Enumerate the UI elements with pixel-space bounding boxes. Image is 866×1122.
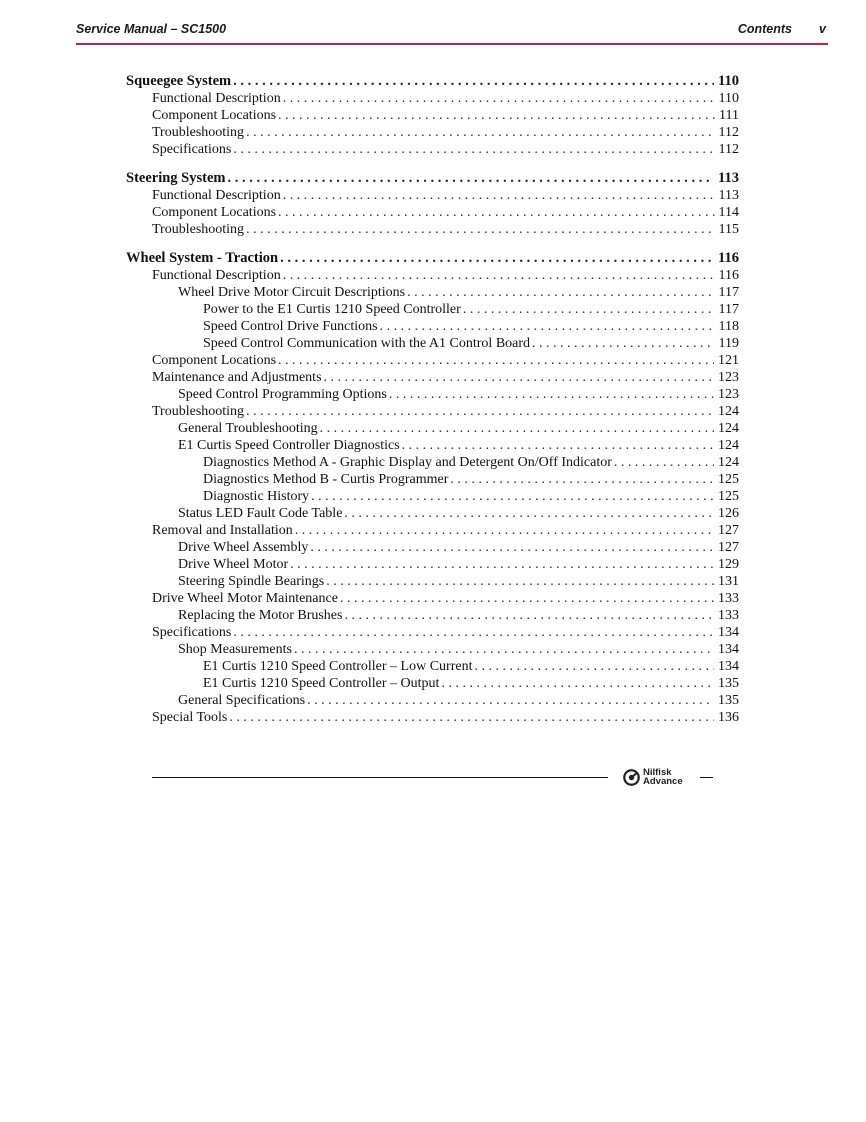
toc-dot-leader [233, 624, 714, 641]
toc-entry[interactable] [126, 318, 739, 335]
toc-dot-leader [402, 437, 714, 454]
toc-dot-leader [311, 488, 714, 505]
toc-entry-title: Specifications [152, 142, 232, 157]
toc-entry[interactable] [126, 301, 739, 318]
toc-entry-page: 110 [718, 91, 739, 106]
toc-entry[interactable] [126, 556, 739, 573]
toc-dot-leader [450, 471, 714, 488]
toc-entry-title: E1 Curtis 1210 Speed Controller – Output [203, 676, 440, 691]
toc-entry[interactable] [126, 454, 739, 471]
toc-entry[interactable] [126, 403, 739, 420]
toc-dot-leader [278, 204, 714, 221]
toc-entry[interactable] [126, 335, 739, 352]
toc-entry[interactable] [126, 522, 739, 539]
toc-entry-title: Diagnostic History [203, 489, 310, 504]
toc-entry-page: 116 [718, 268, 739, 283]
toc-entry-page: 131 [718, 574, 739, 589]
toc-entry-page: 135 [718, 693, 739, 708]
toc-entry-page: 133 [718, 608, 739, 623]
toc-entry-page: 124 [718, 455, 739, 470]
toc-entry-page: 134 [718, 625, 739, 640]
toc-entry-title: Drive Wheel Assembly [178, 540, 309, 555]
toc-entry-page: 134 [718, 659, 739, 674]
toc-dot-leader [320, 420, 714, 437]
toc-entry[interactable] [126, 420, 739, 437]
toc-entry-title: Diagnostics Method B - Curtis Programmer [203, 472, 449, 487]
toc-entry-title: E1 Curtis 1210 Speed Controller – Low Current [203, 659, 473, 674]
manual-title: Service Manual – SC1500 [76, 22, 227, 36]
toc-entry-page: 112 [718, 125, 739, 140]
toc-entry-page: 124 [718, 404, 739, 419]
table-of-contents [126, 73, 739, 726]
toc-dot-leader [295, 522, 714, 539]
toc-section-entry[interactable] [126, 250, 739, 267]
toc-dot-leader [307, 692, 714, 709]
logo-mark-icon [623, 769, 640, 786]
toc-entry-page: 127 [718, 540, 739, 555]
page-number: v [819, 22, 826, 36]
toc-dot-leader [389, 386, 714, 403]
toc-dot-leader [294, 641, 714, 658]
footer-rule [152, 777, 608, 778]
toc-entry-title: Special Tools [152, 710, 228, 725]
toc-entry-title: Maintenance and Adjustments [152, 370, 322, 385]
toc-entry-title: Component Locations [152, 205, 277, 220]
toc-entry-title: Speed Control Drive Functions [203, 319, 378, 334]
section-title: Contents [737, 22, 792, 36]
toc-entry-title: Troubleshooting [152, 222, 245, 237]
toc-entry-title: Speed Control Communication with the A1 Control Board [203, 336, 531, 351]
toc-dot-leader [283, 267, 715, 284]
toc-dot-leader [246, 403, 714, 420]
toc-entry-title: General Troubleshooting [178, 421, 318, 436]
toc-entry[interactable] [126, 204, 739, 221]
nilfisk-advance-logo [623, 767, 693, 789]
toc-entry[interactable] [126, 675, 739, 692]
toc-entry[interactable] [126, 90, 739, 107]
toc-dot-leader [246, 221, 714, 238]
toc-dot-leader [310, 539, 714, 556]
toc-entry-page: 119 [718, 336, 739, 351]
toc-entry[interactable] [126, 369, 739, 386]
toc-entry-page: 121 [718, 353, 739, 368]
toc-section-entry[interactable] [126, 170, 739, 187]
toc-entry-title: Component Locations [152, 108, 277, 123]
toc-entry-title: Functional Description [152, 268, 281, 283]
toc-entry-title: Status LED Fault Code Table [178, 506, 343, 521]
toc-section-entry[interactable] [126, 73, 739, 90]
toc-entry-page: 127 [718, 523, 739, 538]
toc-entry[interactable] [126, 709, 739, 726]
toc-entry-page: 115 [718, 222, 739, 237]
toc-dot-leader [324, 369, 714, 386]
toc-entry[interactable] [126, 488, 739, 505]
toc-dot-leader [290, 556, 714, 573]
toc-entry[interactable] [126, 187, 739, 204]
toc-entry-page: 133 [718, 591, 739, 606]
toc-entry[interactable] [126, 221, 739, 238]
toc-entry-page: 123 [718, 370, 739, 385]
toc-entry-title: Troubleshooting [152, 125, 245, 140]
toc-entry-title: Wheel System - Traction [126, 250, 279, 266]
toc-dot-leader [283, 187, 715, 204]
toc-entry-title: Steering Spindle Bearings [178, 574, 325, 589]
toc-entry[interactable] [126, 505, 739, 522]
toc-entry-page: 134 [718, 642, 739, 657]
toc-entry-page: 129 [718, 557, 739, 572]
toc-entry-page: 116 [718, 250, 739, 266]
toc-dot-leader [532, 335, 714, 352]
toc-entry-page: 111 [719, 108, 739, 123]
toc-entry[interactable] [126, 471, 739, 488]
toc-dot-leader [380, 318, 715, 335]
toc-entry-title: Drive Wheel Motor [178, 557, 289, 572]
toc-entry-title: Functional Description [152, 91, 281, 106]
toc-dot-leader [278, 107, 715, 124]
logo-line-1: Nilfisk [643, 767, 672, 778]
toc-dot-leader [614, 454, 714, 471]
toc-entry-title: Replacing the Motor Brushes [178, 608, 343, 623]
toc-entry[interactable] [126, 352, 739, 369]
toc-entry[interactable] [126, 107, 739, 124]
toc-entry[interactable] [126, 692, 739, 709]
toc-entry[interactable] [126, 641, 739, 658]
toc-entry-title: General Specifications [178, 693, 306, 708]
header-rule [76, 43, 828, 45]
toc-entry-page: 117 [718, 285, 739, 300]
toc-entry-title: Squeegee System [126, 73, 232, 89]
toc-entry-title: Specifications [152, 625, 232, 640]
toc-entry-title: Component Locations [152, 353, 277, 368]
toc-dot-leader [233, 141, 714, 158]
toc-dot-leader [283, 90, 715, 107]
toc-dot-leader [407, 284, 714, 301]
page-header [76, 22, 828, 40]
toc-entry[interactable] [126, 437, 739, 454]
toc-entry-title: E1 Curtis Speed Controller Diagnostics [178, 438, 400, 453]
toc-entry-page: 123 [718, 387, 739, 402]
toc-entry-page: 126 [718, 506, 739, 521]
toc-dot-leader [441, 675, 714, 692]
toc-entry-title: Wheel Drive Motor Circuit Descriptions [178, 285, 406, 300]
toc-entry[interactable] [126, 539, 739, 556]
toc-entry-page: 114 [718, 205, 739, 220]
toc-entry-title: Removal and Installation [152, 523, 293, 538]
toc-dot-leader [344, 607, 714, 624]
toc-entry-page: 113 [718, 188, 739, 203]
toc-entry-title: Speed Control Programming Options [178, 387, 387, 402]
toc-dot-leader [326, 573, 714, 590]
toc-entry-page: 110 [718, 73, 739, 89]
toc-entry[interactable] [126, 386, 739, 403]
toc-entry[interactable] [126, 607, 739, 624]
toc-entry-page: 113 [718, 170, 739, 186]
toc-entry[interactable] [126, 573, 739, 590]
toc-entry-title: Troubleshooting [152, 404, 245, 419]
toc-entry-title: Shop Measurements [178, 642, 292, 657]
toc-entry-page: 125 [718, 489, 739, 504]
toc-entry-page: 125 [718, 472, 739, 487]
toc-dot-leader [233, 73, 714, 90]
toc-entry[interactable] [126, 124, 739, 141]
toc-dot-leader [278, 352, 714, 369]
toc-entry-page: 112 [718, 142, 739, 157]
toc-entry-page: 124 [718, 421, 739, 436]
toc-entry-title: Power to the E1 Curtis 1210 Speed Controller [203, 302, 461, 317]
toc-entry[interactable] [126, 284, 739, 301]
footer-rule-end [700, 777, 713, 778]
toc-entry[interactable] [126, 267, 739, 284]
toc-entry[interactable] [126, 624, 739, 641]
toc-dot-leader [474, 658, 714, 675]
toc-entry-page: 136 [718, 710, 739, 725]
toc-entry-title: Functional Description [152, 188, 281, 203]
toc-entry-page: 124 [718, 438, 739, 453]
toc-entry-title: Drive Wheel Motor Maintenance [152, 591, 338, 606]
toc-entry-title: Diagnostics Method A - Graphic Display and Detergent On/Off Indicator [203, 455, 612, 470]
toc-entry[interactable] [126, 141, 739, 158]
toc-dot-leader [463, 301, 715, 318]
toc-entry-title: Steering System [126, 170, 226, 186]
toc-entry[interactable] [126, 590, 739, 607]
toc-entry-page: 118 [718, 319, 739, 334]
logo-line-2: Advance [643, 776, 683, 787]
toc-dot-leader [246, 124, 714, 141]
toc-entry[interactable] [126, 658, 739, 675]
toc-dot-leader [340, 590, 714, 607]
toc-entry-page: 117 [718, 302, 739, 317]
toc-dot-leader [280, 250, 714, 267]
toc-dot-leader [229, 709, 714, 726]
toc-dot-leader [344, 505, 714, 522]
toc-dot-leader [227, 170, 714, 187]
toc-entry-page: 135 [718, 676, 739, 691]
